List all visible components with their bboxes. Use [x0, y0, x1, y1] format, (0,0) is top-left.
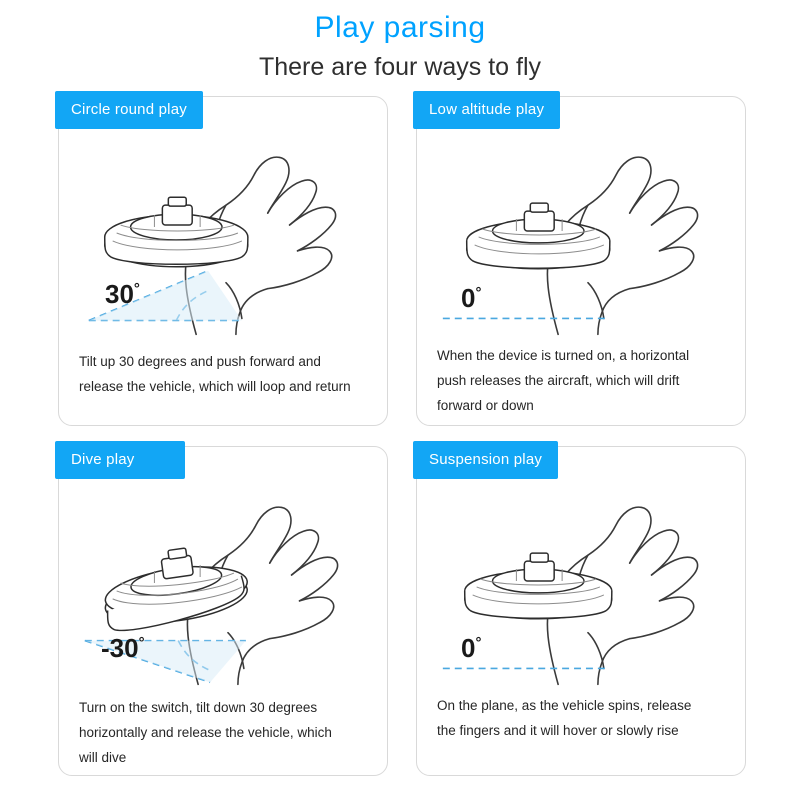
card-dive-play — [58, 446, 388, 776]
card-caption — [79, 349, 371, 399]
caption-line: the fingers and it will hover or slowly rise — [437, 723, 679, 738]
angle-number: 30 — [105, 279, 134, 309]
caption-line: release the vehicle, which will loop and return — [79, 379, 351, 394]
degree-symbol: ° — [475, 634, 482, 652]
caption-line: Tilt up 30 degrees and push forward and — [79, 354, 321, 369]
page-title: Play parsing — [314, 11, 486, 44]
card-caption — [437, 693, 729, 743]
play-parsing-infographic — [0, 8, 800, 808]
card-low-altitude-play — [416, 96, 746, 426]
card-badge-label: Suspension play — [413, 441, 558, 479]
caption-line: When the device is turned on, a horizontal — [437, 348, 690, 363]
angle-number: -30 — [101, 633, 139, 663]
card-suspension-play — [416, 446, 746, 776]
page-subtitle: There are four ways to fly — [258, 53, 542, 81]
degree-symbol: ° — [133, 280, 140, 298]
caption-line: Turn on the switch, tilt down 30 degrees — [79, 700, 318, 715]
caption-line: horizontally and release the vehicle, which — [79, 725, 332, 740]
card-badge-label: Circle round play — [55, 91, 203, 129]
card-badge-label: Dive play — [55, 441, 185, 479]
card-caption — [437, 343, 729, 418]
card-badge-label: Low altitude play — [413, 91, 560, 129]
angle-number: 0 — [461, 283, 476, 313]
angle-number: 0 — [461, 633, 476, 663]
angle-value — [105, 279, 140, 310]
card-caption — [79, 695, 371, 770]
degree-symbol: ° — [138, 634, 145, 652]
caption-line: On the plane, as the vehicle spins, release — [437, 698, 692, 713]
caption-line: forward or down — [437, 398, 534, 413]
angle-value — [461, 633, 481, 664]
caption-line: push releases the aircraft, which will drift — [437, 373, 680, 388]
angle-value — [101, 633, 145, 664]
caption-line: will dive — [79, 750, 127, 765]
card-circle-round-play — [58, 96, 388, 426]
cards-grid — [58, 96, 748, 776]
angle-value — [461, 283, 481, 314]
degree-symbol: ° — [475, 284, 482, 302]
